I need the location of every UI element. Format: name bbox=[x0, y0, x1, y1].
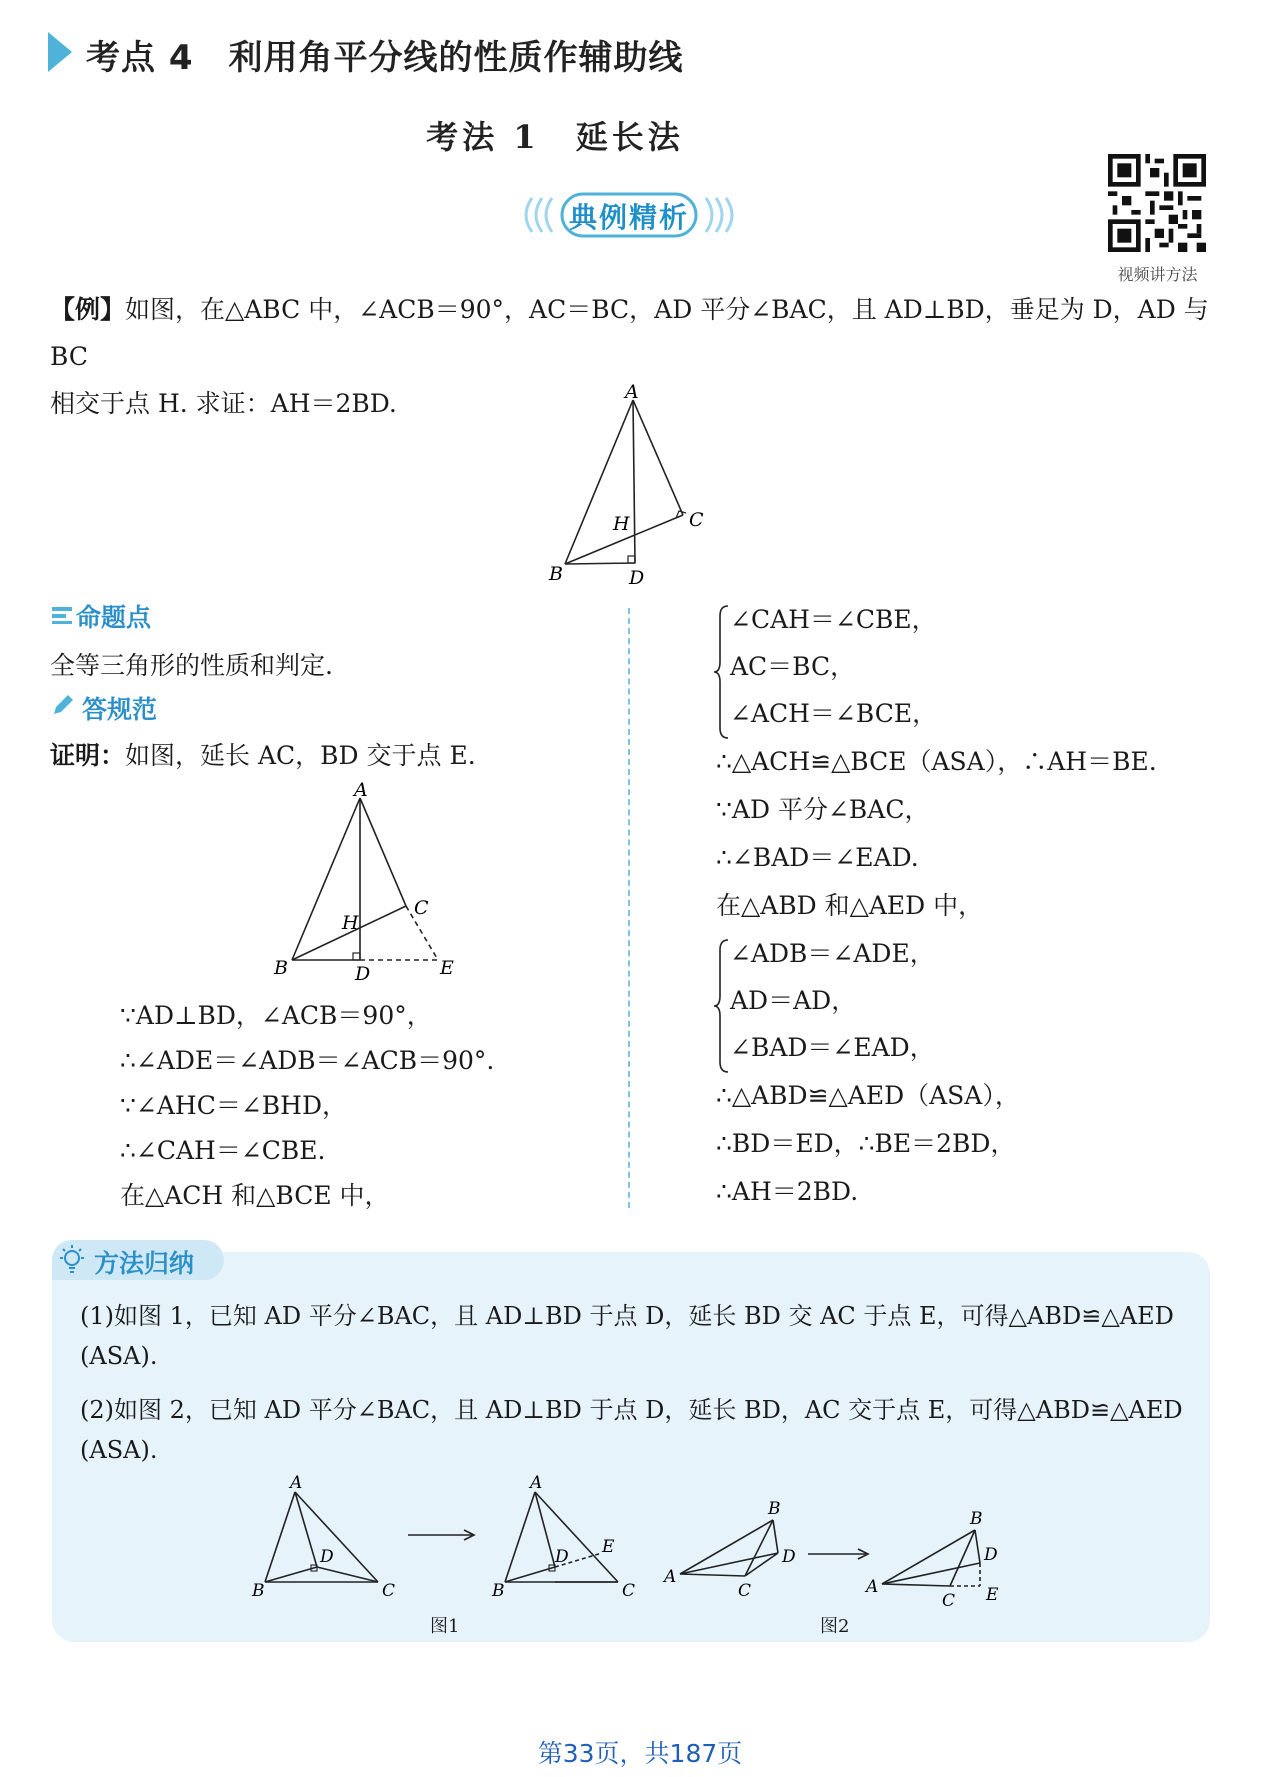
proof-intro bbox=[50, 736, 476, 772]
topic-text: 全等三角形的性质和判定. bbox=[50, 651, 333, 680]
system1-eq: AC＝BC， bbox=[730, 652, 856, 681]
m1-label-C: C bbox=[382, 1581, 396, 1600]
proof-intro-text: 如图，延长 AC，BD 交于点 E. bbox=[125, 741, 476, 770]
right-step: ∴AH＝2BD. bbox=[716, 1177, 859, 1206]
left-step: 在△ACH 和△BCE 中， bbox=[120, 1181, 390, 1210]
label-C: C bbox=[689, 509, 704, 531]
m2-label-C: C bbox=[738, 1581, 752, 1601]
example-tag: 【例】 bbox=[50, 295, 126, 324]
topic-label: 命题点 bbox=[76, 603, 152, 632]
m2b-label-B: B bbox=[970, 1509, 983, 1529]
system1-eq: ∠CAH＝∠CBE， bbox=[730, 605, 937, 634]
proof-label-C: C bbox=[414, 897, 429, 919]
pencil-icon bbox=[50, 692, 76, 718]
m1-label-B: B bbox=[252, 1581, 265, 1600]
left-step: ∵∠AHC＝∠BHD， bbox=[120, 1091, 348, 1120]
m1b-label-D: D bbox=[555, 1547, 569, 1567]
system2-eq: ∠ADB＝∠ADE， bbox=[730, 939, 935, 968]
right-step: ∵AD 平分∠BAC， bbox=[716, 795, 930, 824]
m2b-label-E: E bbox=[986, 1585, 999, 1605]
m2-label-D: D bbox=[782, 1547, 796, 1567]
answer-label: 答规范 bbox=[82, 695, 158, 724]
m2b-label-D: D bbox=[984, 1545, 998, 1565]
m2b-label-A: A bbox=[866, 1577, 879, 1597]
right-step: ∴BD＝ED，∴BE＝2BD， bbox=[716, 1129, 1016, 1158]
problem-figure bbox=[545, 380, 725, 590]
label-B: B bbox=[549, 563, 563, 585]
system2-eq: ∠BAD＝∠EAD， bbox=[730, 1033, 935, 1062]
proof-label-A: A bbox=[354, 779, 368, 801]
right-step: ∴△ACH≌△BCE（ASA），∴AH＝BE. bbox=[716, 747, 1157, 776]
method-p1-end: (ASA). bbox=[80, 1342, 158, 1370]
m1b-label-E: E bbox=[602, 1537, 615, 1557]
figure-1-caption: 图1 bbox=[430, 1616, 460, 1637]
method-p1: (1)如图 1，已知 AD 平分∠BAC，且 AD⊥BD 于点 D，延长 BD 交 AC 于点 E，可得△ABD≌△AED bbox=[80, 1302, 1174, 1330]
proof-label-B: B bbox=[274, 957, 288, 979]
label-H: H bbox=[613, 513, 630, 535]
qr-code-icon[interactable] bbox=[1108, 154, 1206, 252]
label-D: D bbox=[629, 567, 645, 589]
topic-icon bbox=[50, 604, 76, 626]
label-A: A bbox=[625, 381, 639, 403]
left-step: ∴∠CAH＝∠CBE. bbox=[120, 1136, 326, 1165]
method-p2-end: (ASA). bbox=[80, 1436, 158, 1464]
proof-figure bbox=[262, 778, 462, 983]
figure-2-caption: 图2 bbox=[820, 1616, 850, 1637]
example-line-2: 相交于点 H. 求证：AH＝2BD. bbox=[50, 389, 397, 418]
left-step: ∵AD⊥BD，∠ACB＝90°， bbox=[120, 1001, 432, 1030]
m1-label-D: D bbox=[320, 1547, 334, 1567]
brace-icon bbox=[712, 936, 732, 1076]
right-step: ∴△ABD≌△AED（ASA）， bbox=[716, 1081, 1020, 1110]
proof-label-H: H bbox=[342, 912, 359, 934]
brace-icon bbox=[712, 602, 732, 742]
proof-label-D: D bbox=[355, 963, 371, 983]
method-title: 考法 1 延长法 bbox=[426, 118, 684, 156]
example-line-1: 如图，在△ABC 中，∠ACB＝90°，AC＝BC，AD 平分∠BAC，且 AD⊥BD，垂足为 D，AD 与 BC bbox=[50, 295, 1209, 371]
left-step: ∴∠ADE＝∠ADB＝∠ACB＝90°. bbox=[120, 1046, 495, 1075]
m2-label-B: B bbox=[768, 1499, 781, 1519]
m2-label-A: A bbox=[664, 1567, 677, 1587]
m1-label-A: A bbox=[290, 1473, 303, 1493]
lightbulb-icon bbox=[56, 1244, 88, 1276]
m1b-label-C: C bbox=[622, 1581, 636, 1600]
section-marker-icon bbox=[48, 32, 72, 72]
method-summary-title: 方法归纳 bbox=[94, 1249, 195, 1278]
section-title: 考点 4 利用角平分线的性质作辅助线 bbox=[86, 38, 684, 78]
method-p2: (2)如图 2，已知 AD 平分∠BAC，且 AD⊥BD 于点 D，延长 BD，AC 交于点 E，可得△ABD≌△AED bbox=[80, 1396, 1183, 1424]
right-step: ∴∠BAD＝∠EAD. bbox=[716, 843, 919, 872]
qr-caption: 视频讲方法 bbox=[1117, 265, 1198, 284]
page-indicator: 第33页，共187页 bbox=[537, 1739, 743, 1768]
proof-label-E: E bbox=[440, 957, 454, 979]
system2-eq: AD＝AD， bbox=[730, 986, 857, 1015]
proof-intro-bold: 证明： bbox=[50, 741, 126, 770]
method-figure-1 bbox=[250, 1470, 670, 1600]
m2b-label-C: C bbox=[942, 1591, 956, 1611]
column-divider bbox=[628, 608, 630, 1208]
m1b-label-A: A bbox=[530, 1473, 543, 1493]
method-figure-2 bbox=[660, 1490, 1010, 1620]
system1-eq: ∠ACH＝∠BCE， bbox=[730, 699, 938, 728]
right-step: 在△ABD 和△AED 中， bbox=[716, 891, 984, 920]
m1b-label-B: B bbox=[492, 1581, 505, 1600]
banner-label: 典例精析 bbox=[568, 201, 689, 234]
